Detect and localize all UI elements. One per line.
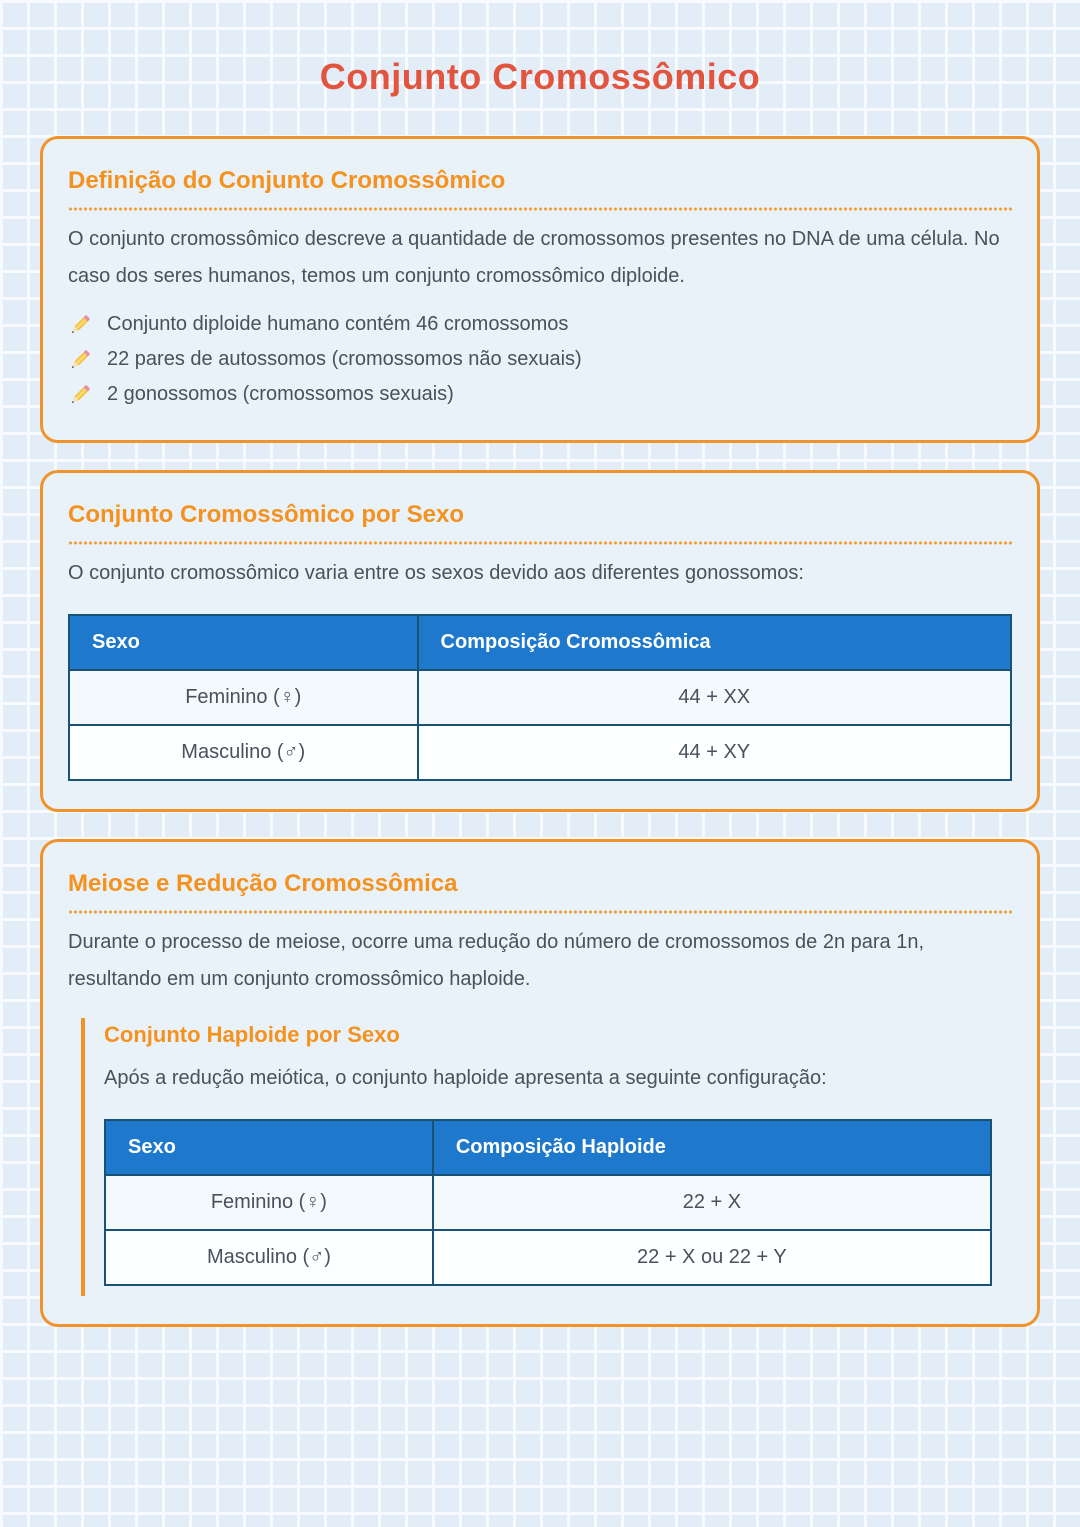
cell-haploide: 22 + X	[433, 1175, 991, 1230]
pencil-icon	[68, 383, 92, 407]
por-sexo-paragraph: O conjunto cromossômico varia entre os sexos devido aos diferentes gonossomos:	[68, 562, 804, 584]
cell-composicao: 44 + XY	[418, 725, 1011, 780]
subsection-haploide	[81, 1018, 992, 1296]
definicao-paragraph: O conjunto cromossômico descreve a quantidade de cromossomos presentes no DNA de uma célula. No caso dos seres humanos, temos um conjunto cromossômico diploide.	[68, 228, 1000, 287]
bullet-text: 22 pares de autossomos (cromossomos não sexuais)	[107, 348, 582, 370]
column-header-composicao: Composição Cromossômica	[418, 615, 1011, 670]
cell-haploide: 22 + X ou 22 + Y	[433, 1230, 991, 1285]
definicao-bullet-list	[68, 307, 1012, 412]
section-heading-por-sexo: Conjunto Cromossômico por Sexo	[68, 501, 465, 528]
section-heading-definicao: Definição do Conjunto Cromossômico	[68, 167, 506, 194]
column-header-haploide: Composição Haploide	[433, 1120, 991, 1175]
table-row	[69, 725, 1011, 780]
list-item	[68, 307, 1012, 342]
page-title: Conjunto Cromossômico	[319, 56, 761, 97]
meiose-paragraph: Durante o processo de meiose, ocorre uma redução do número de cromossomos de 2n para 1n, resultando em um conjunto cromossômico haploide.	[68, 931, 925, 990]
haploide-table	[104, 1119, 992, 1286]
bullet-text: 2 gonossomos (cromossomos sexuais)	[107, 383, 454, 405]
cell-sexo: Feminino (♀)	[105, 1175, 433, 1230]
card-meiose	[40, 839, 1040, 1327]
table-header-row	[69, 615, 1011, 670]
table-row	[105, 1175, 991, 1230]
cell-sexo: Masculino (♂)	[105, 1230, 433, 1285]
haploide-paragraph: Após a redução meiótica, o conjunto haploide apresenta a seguinte configuração:	[104, 1067, 827, 1089]
dotted-divider	[68, 910, 1012, 914]
table-row	[69, 670, 1011, 725]
list-item	[68, 342, 1012, 377]
card-definicao	[40, 136, 1040, 443]
column-header-sexo: Sexo	[105, 1120, 433, 1175]
card-por-sexo	[40, 470, 1040, 812]
bullet-text: Conjunto diploide humano contém 46 cromossomos	[107, 313, 569, 335]
table-header-row	[105, 1120, 991, 1175]
list-item	[68, 377, 1012, 412]
table-row	[105, 1230, 991, 1285]
section-heading-meiose: Meiose e Redução Cromossômica	[68, 870, 458, 897]
diploide-table	[68, 614, 1012, 781]
dotted-divider	[68, 207, 1012, 211]
subsection-heading-haploide: Conjunto Haploide por Sexo	[104, 1022, 400, 1047]
cell-sexo: Feminino (♀)	[69, 670, 418, 725]
cell-composicao: 44 + XX	[418, 670, 1011, 725]
dotted-divider	[68, 541, 1012, 545]
cell-sexo: Masculino (♂)	[69, 725, 418, 780]
column-header-sexo: Sexo	[69, 615, 418, 670]
pencil-icon	[68, 313, 92, 337]
pencil-icon	[68, 348, 92, 372]
